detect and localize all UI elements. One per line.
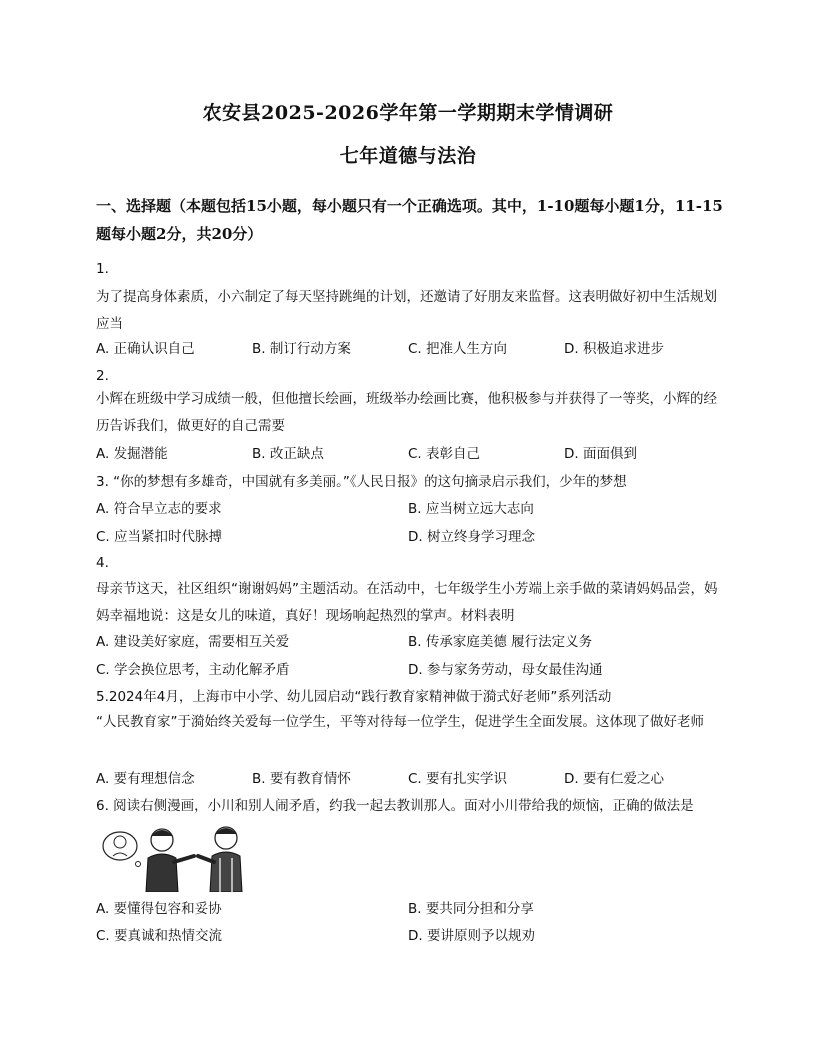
- option-a: A. 发掘潜能: [96, 446, 168, 462]
- question-stem: 母亲节这天，社区组织“谢谢妈妈”主题活动。在活动中，七年级学生小芳端上亲手做的菜请妈妈品尝，妈妈幸福地说：这是女儿的味道，真好！现场响起热烈的掌声。材料表明: [96, 581, 718, 624]
- option-c: C. 把准人生方向: [408, 341, 508, 357]
- option-d: D. 面面俱到: [564, 446, 637, 462]
- option-a: A. 建设美好家庭，需要相互关爱: [96, 634, 290, 650]
- option-d: D. 要有仁爱之心: [564, 771, 664, 787]
- option-d: D. 参与家务劳动，母女最佳沟通: [408, 662, 603, 678]
- question-stem: “人民教育家”于漪始终关爱每一位学生，平等对待每一位学生，促进学生全面发展。这体现了做好老师: [96, 714, 704, 730]
- cartoon-image: [98, 822, 268, 892]
- option-b: B. 制订行动方案: [252, 341, 351, 357]
- option-b: B. 传承家庭美德 履行法定义务: [408, 634, 593, 650]
- question-stem: 3. “你的梦想有多雄奇，中国就有多美丽。”《人民日报》的这句摘录启示我们，少年的梦想: [96, 474, 627, 490]
- option-c: C. 要有扎实学识: [408, 771, 508, 787]
- option-b: B. 改正缺点: [252, 446, 324, 462]
- question-stem: 6. 阅读右侧漫画，小川和别人闹矛盾，约我一起去教训那人。面对小川带给我的烦恼，正确的做法是: [96, 798, 694, 814]
- question-stem: 小辉在班级中学习成绩一般，但他擅长绘画，班级举办绘画比赛，他积极参与并获得了一等奖，小辉的经历告诉我们，做更好的自己需要: [96, 391, 717, 434]
- option-a: A. 要有理想信念: [96, 771, 195, 787]
- question-number: 1.: [96, 261, 109, 277]
- section-heading: 一、选择题（本题包括15小题，每小题只有一个正确选项。其中，1-10题每小题1分，11-15题每小题2分，共20分）: [96, 197, 723, 243]
- option-c: C. 表彰自己: [408, 446, 481, 462]
- option-a: A. 正确认识自己: [96, 341, 195, 357]
- question-number: 4.: [96, 555, 109, 571]
- option-a: A. 要懂得包容和妥协: [96, 901, 222, 917]
- option-d: D. 树立终身学习理念: [408, 529, 535, 545]
- option-c: C. 要真诚和热情交流: [96, 928, 223, 944]
- option-b: B. 要有教育情怀: [252, 771, 351, 787]
- option-b: B. 要共同分担和分享: [408, 901, 534, 917]
- question-stem-line: 5.2024年4月，上海市中小学、幼儿园启动“践行教育家精神做于漪式好老师”系列活动: [96, 689, 612, 705]
- option-d: D. 积极追求进步: [564, 341, 664, 357]
- page-title: 农安县2025-2026学年第一学期期末学情调研: [202, 102, 614, 124]
- option-c: C. 学会换位思考，主动化解矛盾: [96, 662, 290, 678]
- option-d: D. 要讲原则予以规劝: [408, 928, 535, 944]
- option-c: C. 应当紧扣时代脉搏: [96, 529, 223, 545]
- question-number: 2.: [96, 368, 109, 384]
- option-b: B. 应当树立远大志向: [408, 501, 534, 517]
- page-subtitle: 七年道德与法治: [339, 145, 477, 167]
- question-stem: 为了提高身体素质，小六制定了每天坚持跳绳的计划，还邀请了好朋友来监督。这表明做好初中生活规划应当: [96, 289, 717, 332]
- option-a: A. 符合早立志的要求: [96, 501, 222, 517]
